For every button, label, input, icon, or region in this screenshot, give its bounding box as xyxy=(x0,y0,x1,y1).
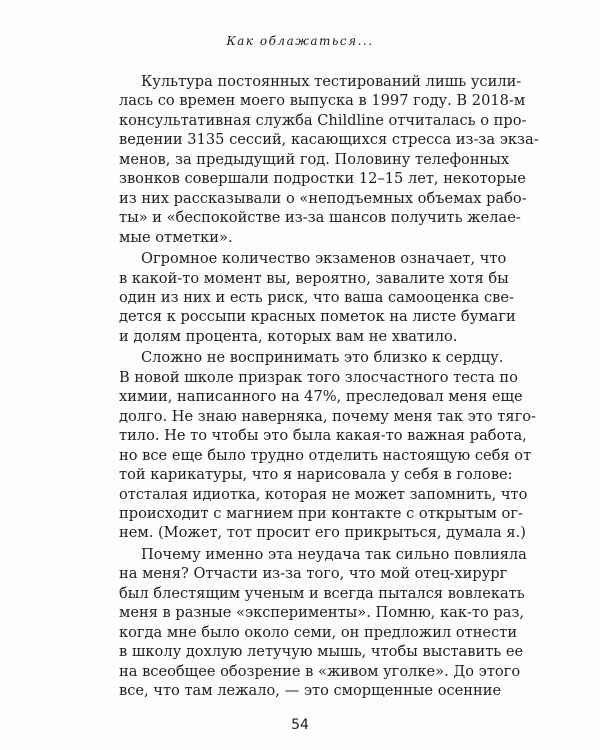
text-line: и долям процента, которых вам не хватило. xyxy=(119,327,458,345)
text-line: из них рассказывали о «неподъемных объемах рабо- xyxy=(119,189,527,207)
text-line: в школу дохлую летучую мышь, чтобы выставить ее xyxy=(119,643,524,661)
text-line: Сложно не воспринимать это близко к сердцу. xyxy=(141,349,504,367)
text-line: менов, за предыдущий год. Половину телефонных xyxy=(119,150,510,168)
text-line: консультативная служба Childline отчиталась о про- xyxy=(119,111,527,129)
text-line: меня в разные «эксперименты». Помню, как-то раз, xyxy=(119,604,525,622)
text-line: Культура постоянных тестирований лишь усили- xyxy=(141,73,522,90)
text-line: дется к россыпи красных пометок на листе бумаги xyxy=(119,308,516,326)
paragraph xyxy=(119,72,539,247)
text-line: химии, написанного на 47%, преследовал меня еще xyxy=(119,388,523,406)
body-text xyxy=(119,72,539,703)
text-line: той карикатуры, что я нарисовала у себя в голове: xyxy=(119,466,513,484)
text-line: на меня? Отчасти из-за того, что мой отец-хирург xyxy=(119,565,508,583)
text-line: на всеобщее обозрение в «живом уголке». До этого xyxy=(119,662,521,680)
page-number: 54 xyxy=(291,717,309,733)
text-line: лась со времен моего выпуска в 1997 году. В 2018-м xyxy=(119,92,526,110)
paragraph xyxy=(119,249,516,346)
text-line: звонков совершали подростки 12–15 лет, некоторые xyxy=(119,170,526,188)
text-line: отсталая идиотка, которая не может запомнить, что xyxy=(119,485,528,503)
text-line: ведении 3135 сессий, касающихся стресса из-за экза- xyxy=(119,131,539,149)
text-line: ты» и «беспокойстве из-за шансов получить желае- xyxy=(119,209,521,227)
text-line: нем. (Может, тот просит его прикрыться, думала я.) xyxy=(119,524,526,542)
text-line: тило. Не то чтобы это была какая-то важная работа, xyxy=(119,427,527,445)
paragraph xyxy=(119,545,527,701)
text-line: в какой-то момент вы, вероятно, завалите хотя бы xyxy=(119,269,509,287)
text-line: но все еще было трудно отделить настоящую себя от xyxy=(119,446,532,464)
paragraph xyxy=(119,348,536,543)
running-title: Как облажаться... xyxy=(226,34,374,48)
text-line: все, что там лежало, — это сморщенные осенние xyxy=(119,682,502,700)
text-line: долго. Не знаю наверняка, почему меня так это тяго- xyxy=(119,407,536,425)
text-line: Огромное количество экзаменов означает, что xyxy=(141,250,507,268)
text-line: В новой школе призрак того злосчастного теста по xyxy=(119,368,518,386)
text-line: когда мне было около семи, он предложил отнести xyxy=(119,623,518,641)
text-line: Почему именно эта неудача так сильно повлияла xyxy=(141,545,527,563)
text-line: происходит с магнием при контакте с открытым ог- xyxy=(119,504,523,522)
text-line: один из них и есть риск, что ваша самооценка све- xyxy=(119,288,514,306)
text-line: мые отметки». xyxy=(119,228,233,246)
text-line: был блестящим ученым и всегда пытался вовлекать xyxy=(119,584,525,602)
